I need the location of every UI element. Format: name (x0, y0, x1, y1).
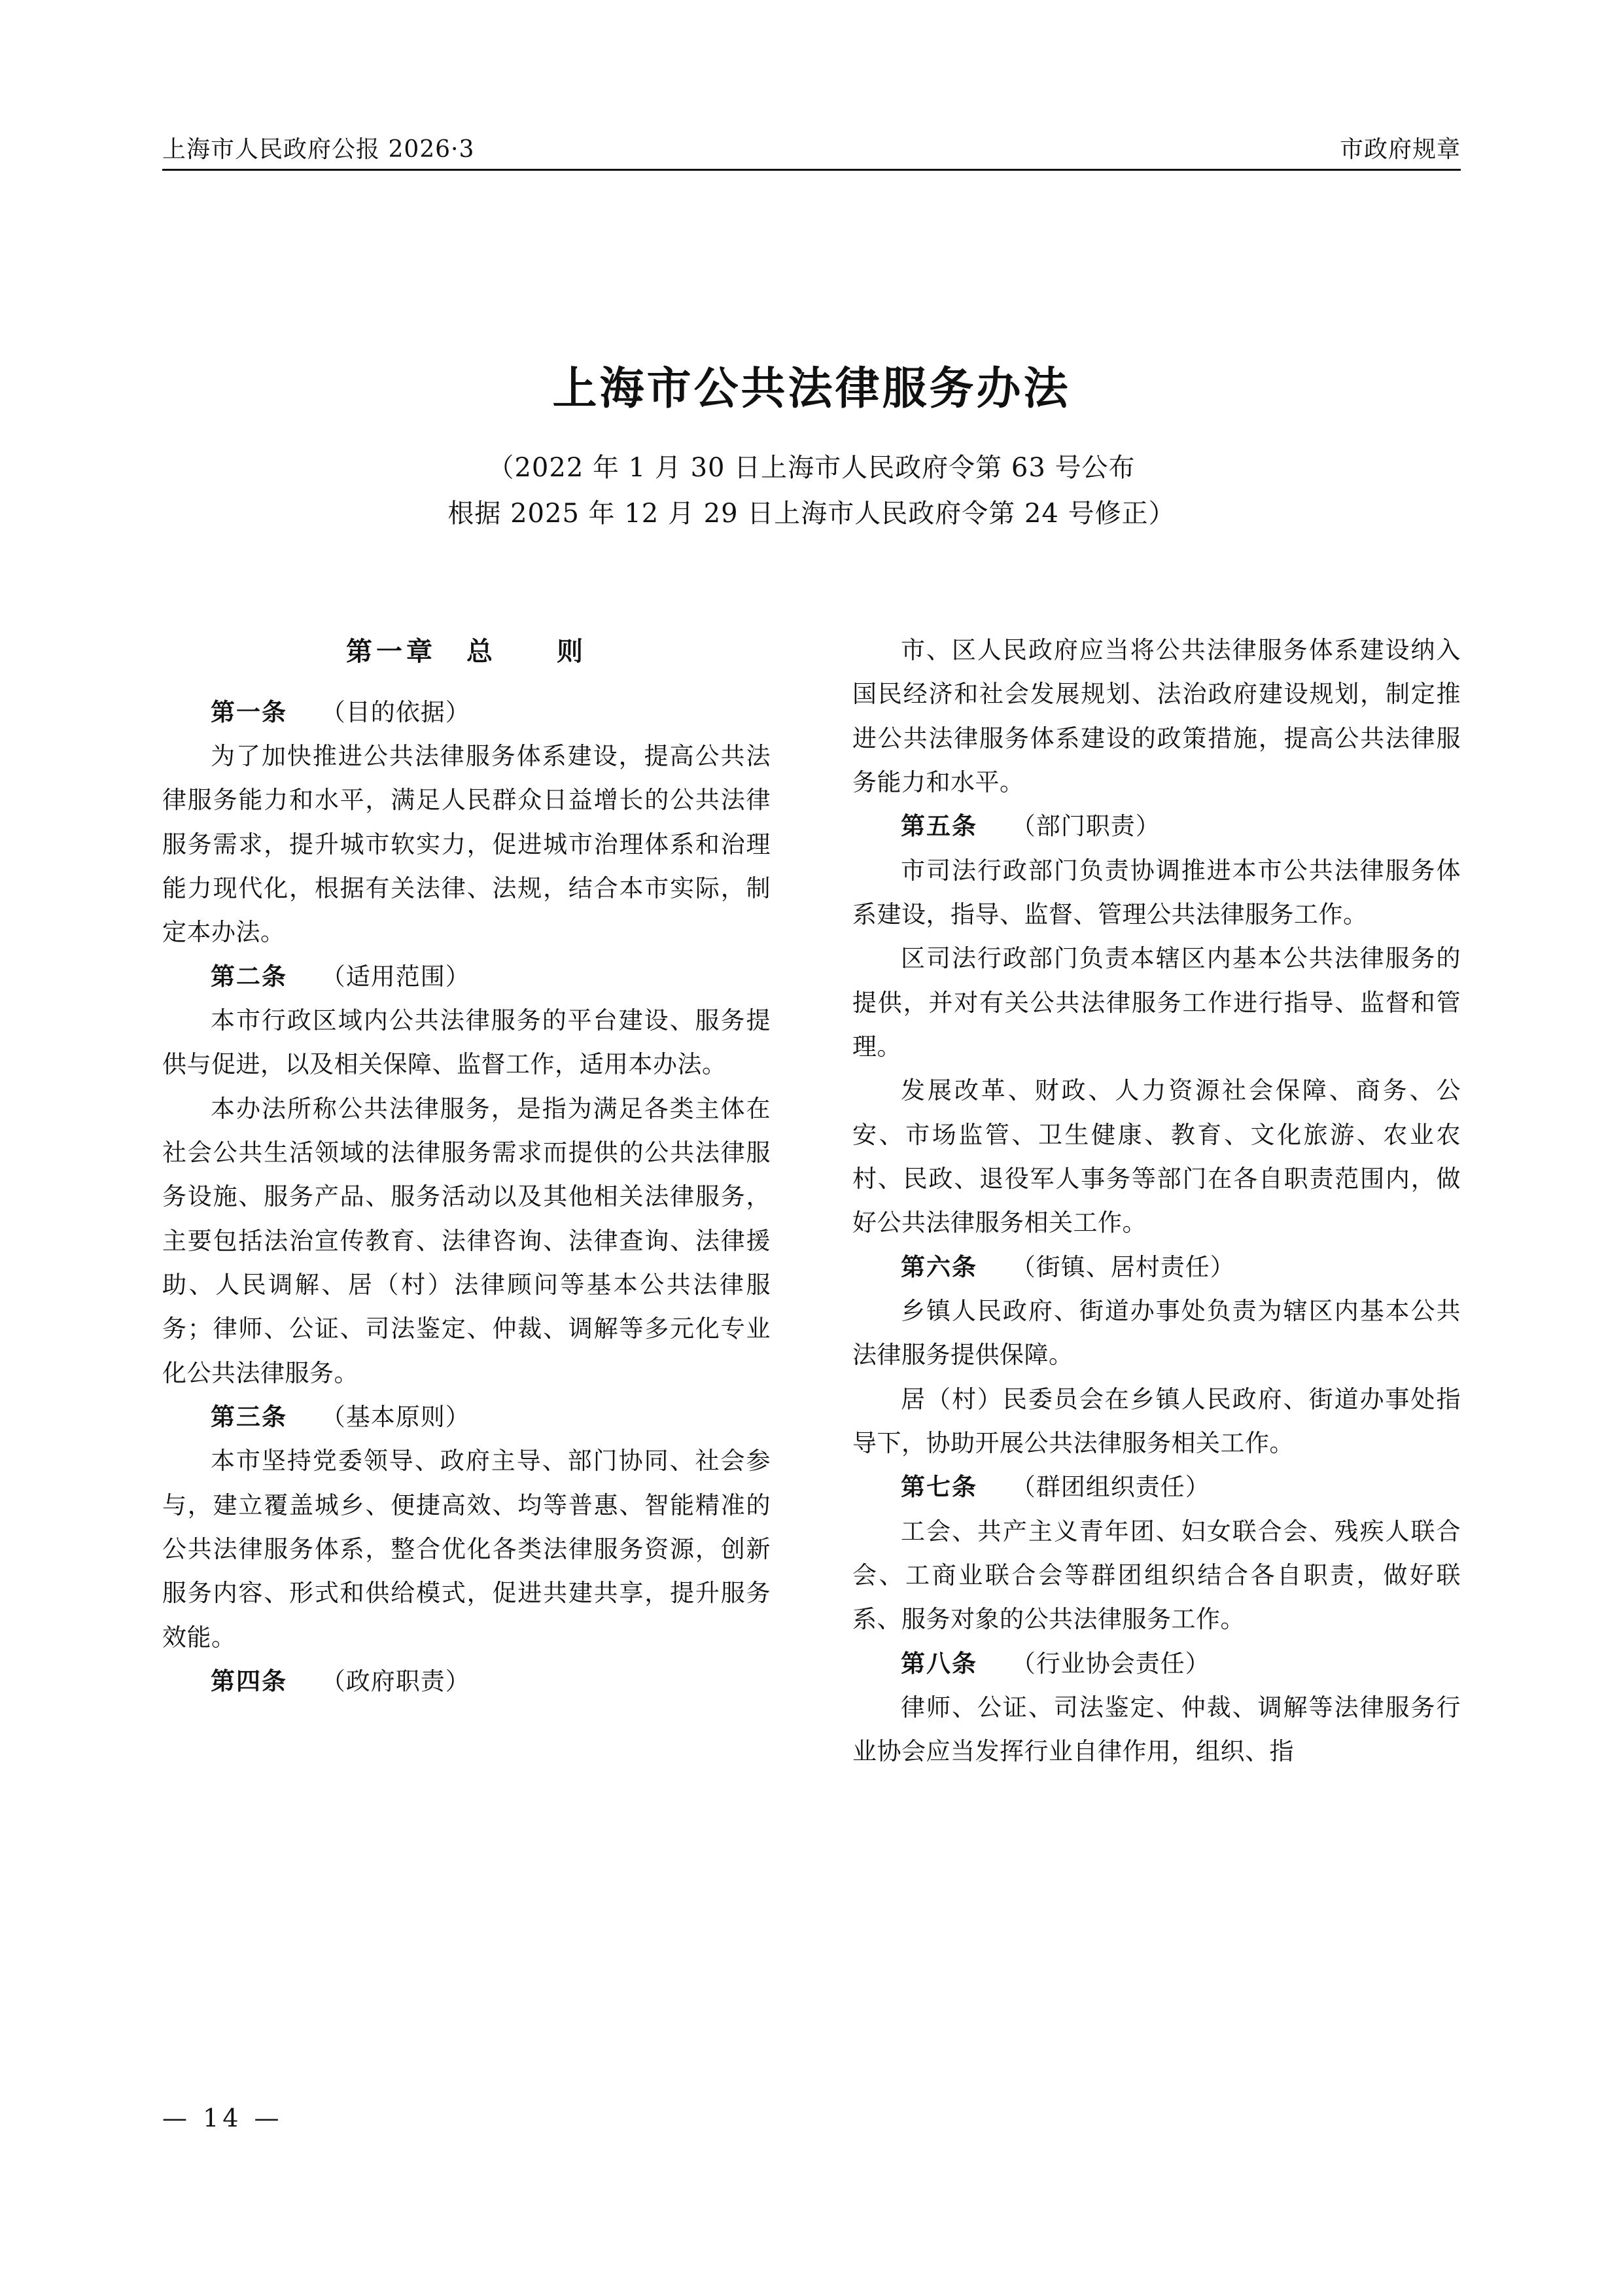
column-right (852, 628, 1461, 2068)
article-4-number: 第四条 (211, 1667, 287, 1696)
article-4-body: 市、区人民政府应当将公共法律服务体系建设纳入国民经济和社会发展规划、法治政府建设规划，制定推进公共法律服务体系建设的政策措施，提高公共法律服务能力和水平。 (852, 636, 1461, 796)
article-7-name: （群团组织责任） (1011, 1473, 1210, 1502)
running-head-right: 市政府规章 (1339, 136, 1461, 163)
promulgation-line-2: 根据 2025 年 12 月 29 日上海市人民政府令第 24 号修正） (447, 499, 1176, 529)
chapter-heading: 第一章 总 则 (346, 636, 587, 667)
article-4-heading (162, 1659, 771, 1703)
page-folio: — 14 — (162, 2104, 283, 2132)
article-3-number: 第三条 (211, 1402, 287, 1432)
article-2-body-2: 本办法所称公共法律服务，是指为满足各类主体在社会公共生活领域的法律服务需求而提供的公共法律服务设施、服务产品、服务活动以及其他相关法律服务，主要包括法治宣传教育、法律咨询、法律查询、法律援助、人民调解、居（村）法律顾问等基本公共法律服务；律师、公证、司法鉴定、仲裁、调解等多元化专业化公共法律服务。 (162, 1094, 771, 1387)
article-3-heading (162, 1395, 771, 1439)
article-4-name: （政府职责） (321, 1667, 470, 1696)
article-3-body: 本市坚持党委领导、政府主导、部门协同、社会参与，建立覆盖城乡、便捷高效、均等普惠、智能精准的公共法律服务体系，整合优化各类法律服务资源，创新服务内容、形式和供给模式，促进共建共享，提升服务效能。 (162, 1447, 771, 1651)
promulgation-line-1: （2022 年 1 月 30 日上海市人民政府令第 63 号公布 (487, 453, 1136, 483)
article-2-body: 本市行政区域内公共法律服务的平台建设、服务提供与促进，以及相关保障、监督工作，适用本办法。 (162, 1006, 771, 1079)
article-1-number: 第一条 (211, 697, 287, 726)
article-5-heading (852, 804, 1461, 848)
article-1-name: （目的依据） (321, 698, 470, 726)
article-6-number: 第六条 (901, 1252, 977, 1281)
article-8-name: （行业协会责任） (1011, 1649, 1210, 1678)
article-7-heading (852, 1465, 1461, 1509)
article-6-body-2: 居（村）民委员会在乡镇人民政府、街道办事处指导下，协助开展公共法律服务相关工作。 (852, 1385, 1461, 1457)
article-1-body: 为了加快推进公共法律服务体系建设，提高公共法律服务能力和水平，满足人民群众日益增长的公共法律服务需求，提升城市软实力，促进城市治理体系和治理能力现代化，根据有关法律、法规，结合本市实际，制定本办法。 (162, 742, 771, 947)
promulgation-note (0, 445, 1623, 537)
running-head-left: 上海市人民政府公报 2026·3 (162, 136, 475, 163)
article-8-heading (852, 1642, 1461, 1686)
running-head (162, 131, 1461, 164)
article-5-number: 第五条 (901, 811, 977, 841)
article-6-heading (852, 1245, 1461, 1289)
article-2-name: （适用范围） (321, 962, 470, 991)
article-7-body: 工会、共产主义青年团、妇女联合会、残疾人联合会、工商业联合会等群团组织结合各自职责，做好联系、服务对象的公共法律服务工作。 (852, 1517, 1461, 1634)
article-1-heading (162, 690, 771, 734)
article-3-name: （基本原则） (321, 1403, 470, 1432)
article-5-body-3: 发展改革、财政、人力资源社会保障、商务、公安、市场监管、卫生健康、教育、文化旅游、农业农村、民政、退役军人事务等部门在各自职责范围内，做好公共法律服务相关工作。 (852, 1076, 1461, 1237)
article-8-number: 第八条 (901, 1648, 977, 1678)
article-8-body: 律师、公证、司法鉴定、仲裁、调解等法律服务行业协会应当发挥行业自律作用，组织、指 (852, 1693, 1461, 1766)
body-columns (162, 628, 1461, 2068)
article-5-body: 市司法行政部门负责协调推进本市公共法律服务体系建设，指导、监督、管理公共法律服务工作。 (852, 856, 1461, 928)
header-rule (162, 169, 1461, 171)
column-left (162, 628, 771, 2068)
article-6-body: 乡镇人民政府、街道办事处负责为辖区内基本公共法律服务提供保障。 (852, 1296, 1461, 1369)
article-6-name: （街镇、居村责任） (1011, 1252, 1235, 1281)
page-title: 上海市公共法律服务办法 (552, 362, 1071, 415)
article-5-body-2: 区司法行政部门负责本辖区内基本公共法律服务的提供，并对有关公共法律服务工作进行指导、监督和管理。 (852, 944, 1461, 1061)
article-7-number: 第七条 (901, 1472, 977, 1502)
article-5-name: （部门职责） (1011, 812, 1161, 841)
article-2-number: 第二条 (211, 961, 287, 991)
article-2-heading (162, 955, 771, 998)
